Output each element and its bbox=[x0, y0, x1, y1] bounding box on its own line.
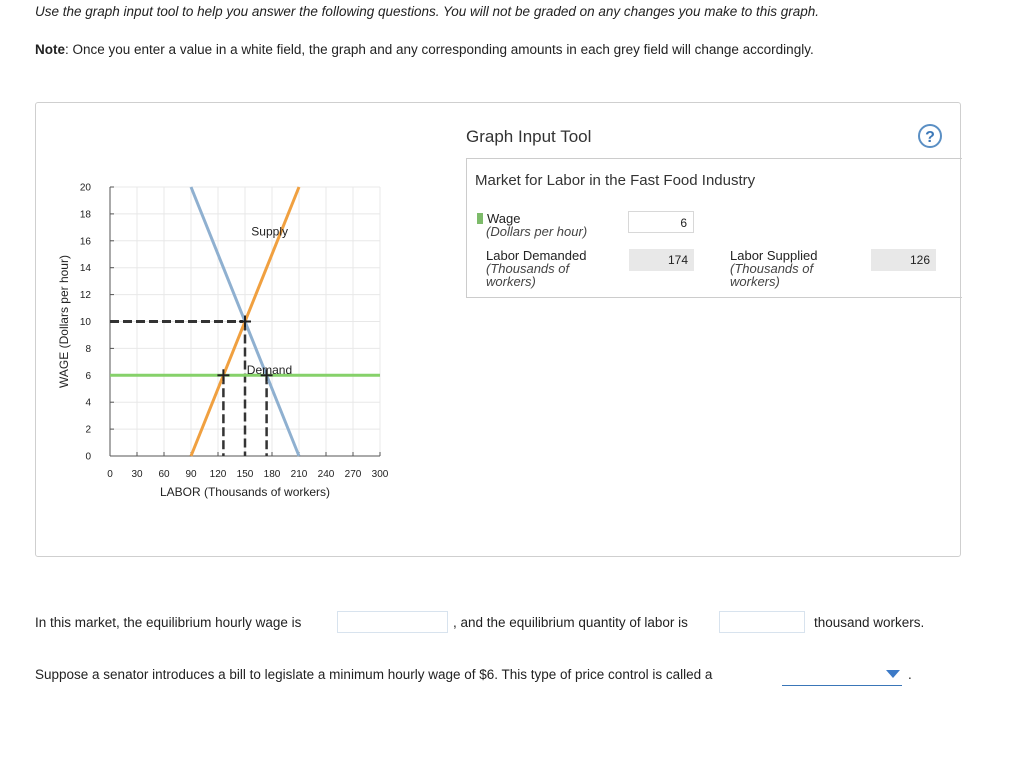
wage-swatch-icon bbox=[477, 213, 483, 224]
y-tick-label: 20 bbox=[79, 182, 91, 194]
labor-supplied-label: Labor Supplied bbox=[730, 248, 818, 263]
x-tick-label: 300 bbox=[371, 469, 389, 480]
labor-supplied-value: 126 bbox=[871, 249, 936, 271]
equilibrium-wage-input[interactable] bbox=[337, 611, 448, 633]
question-1-text: In this market, the equilibrium hourly wage is bbox=[35, 615, 302, 630]
labor-demanded-value: 174 bbox=[629, 249, 694, 271]
x-tick-label: 60 bbox=[158, 469, 170, 480]
labor-demanded-label: Labor Demanded bbox=[486, 248, 587, 263]
y-tick-label: 2 bbox=[85, 424, 91, 436]
dropdown-arrow-icon bbox=[886, 670, 900, 678]
graph-input-tool-subtitle: Market for Labor in the Fast Food Industry bbox=[475, 172, 756, 189]
y-axis-label: WAGE (Dollars per hour) bbox=[57, 255, 71, 388]
series-label-supply: Supply bbox=[251, 224, 289, 239]
labor-supplied-label-group bbox=[730, 249, 850, 288]
x-tick-label: 30 bbox=[131, 469, 143, 480]
x-tick-label: 210 bbox=[290, 469, 308, 480]
x-tick-label: 240 bbox=[317, 469, 335, 480]
question-2-text: Suppose a senator introduces a bill to legislate a minimum hourly wage of $6. This type of price control is called a bbox=[35, 667, 713, 682]
x-tick-label: 180 bbox=[263, 469, 281, 480]
y-tick-label: 4 bbox=[85, 397, 91, 409]
labor-demanded-unit: (Thousands of workers) bbox=[486, 261, 570, 289]
x-tick-label: 120 bbox=[209, 469, 227, 480]
help-icon[interactable]: ? bbox=[918, 124, 942, 148]
labor-supplied-unit: (Thousands of workers) bbox=[730, 261, 814, 289]
question-2-period: . bbox=[908, 667, 912, 682]
y-tick-label: 8 bbox=[85, 343, 91, 355]
wage-input[interactable]: 6 bbox=[628, 211, 694, 233]
y-tick-label: 16 bbox=[79, 236, 91, 248]
y-tick-label: 14 bbox=[79, 263, 91, 275]
graph-input-tool-title: Graph Input Tool bbox=[466, 127, 592, 146]
price-control-dropdown[interactable] bbox=[782, 664, 902, 686]
y-tick-label: 10 bbox=[79, 317, 91, 328]
series-label-demand: Demand bbox=[246, 362, 293, 377]
instructions: Use the graph input tool to help you answer the following questions. You will not be graded on any changes you make to this graph. bbox=[35, 4, 820, 19]
y-tick-label: 6 bbox=[85, 370, 91, 382]
note-text: : Once you enter a value in a white field, the graph and any corresponding amounts in each grey field will change accordingly. bbox=[65, 42, 814, 57]
y-tick-label: 12 bbox=[79, 290, 91, 302]
x-tick-label: 150 bbox=[236, 469, 254, 480]
x-tick-label: 270 bbox=[344, 469, 362, 480]
note-label: Note bbox=[35, 42, 65, 57]
x-axis-label: LABOR (Thousands of workers) bbox=[159, 485, 331, 499]
x-tick-label: 0 bbox=[107, 469, 113, 480]
wage-unit: (Dollars per hour) bbox=[486, 224, 588, 239]
y-tick-label: 0 bbox=[85, 451, 91, 463]
question-1-text-mid: , and the equilibrium quantity of labor is bbox=[453, 615, 688, 630]
y-tick-label: 18 bbox=[79, 209, 91, 221]
equilibrium-quantity-input[interactable] bbox=[719, 611, 805, 633]
wage-label: Wage bbox=[487, 211, 521, 226]
labor-demanded-label-group bbox=[486, 249, 616, 288]
wage-label-group bbox=[477, 212, 587, 238]
x-tick-label: 90 bbox=[185, 469, 197, 480]
labor-market-chart[interactable] bbox=[0, 0, 470, 560]
question-1-text-end: thousand workers. bbox=[814, 615, 925, 630]
